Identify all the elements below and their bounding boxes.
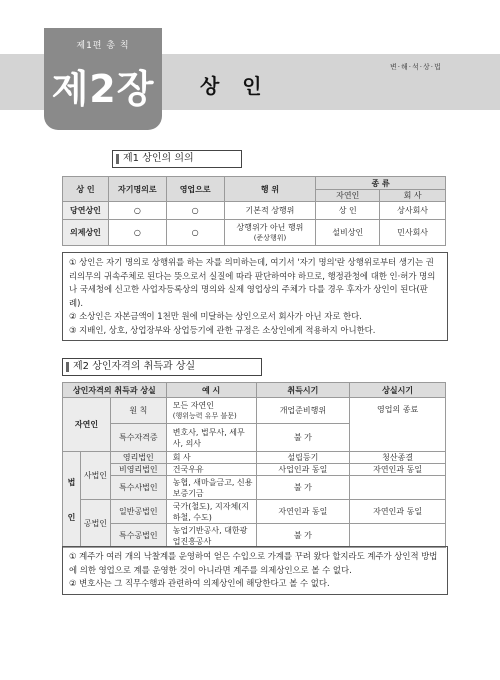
table-row: 의제상인 ○ ○ 상행위가 아닌 행위 (준상행위) 설비상인 민사회사 [63,220,446,246]
table-row: 비영리법인 건국우유 사업인과 동일 자연인과 동일 [63,464,446,476]
part-label: 제1편 총 칙 [76,41,130,51]
note-item: ② 변호사는 그 직무수행과 관련하여 의제상인에 해당한다고 볼 수 없다. [69,578,330,588]
running-header: 변·해·석·상·법 [390,63,442,71]
col-company: 회 사 [380,190,446,202]
merchant-definition-table [62,176,446,246]
table-row: 특수사법인 농협, 새마을금고, 신용보증기금 불 가 [63,476,446,500]
col-for-business: 영업으로 [166,177,224,202]
note-item: ② 소상인은 자본금액이 1천만 원에 미달하는 상인으로서 회사가 아닌 자로 한다. [69,311,362,321]
table-row: 공법인 일반공법인 국가(철도), 지자체(지하철, 수도) 자연인과 동일 자연인과 동일 [63,500,446,524]
section2-notes [62,546,448,595]
col-category: 상인자격의 취득과 상실 [63,383,167,398]
chapter-number: 제2장 [51,67,155,111]
col-merchant: 상 인 [63,177,109,202]
col-act: 행 위 [224,177,316,202]
col-lose: 상실시기 [350,383,446,398]
col-acquire: 취득시기 [256,383,350,398]
col-example: 예 시 [166,383,256,398]
merchant-status-table [62,382,446,548]
section1-title: 제1 상인의 의의 [112,150,242,168]
table-row: 자연인 원 칙 모든 자연인 (행위능력 유무 불문) 개업준비행위 영업의 종료 [63,398,446,424]
col-type: 종 류 [316,177,446,190]
table-row: 특수자격증 변호사, 법무사, 세무사, 의사 불 가 [63,424,446,452]
section2-title: 제2 상인자격의 취득과 상실 [62,358,262,376]
table-row: 법 인 사법인 영리법인 회 사 설립등기 청산종결 [63,452,446,464]
table-row: 당연상인 ○ ○ 기본적 상행위 상 인 상사회사 [63,202,446,220]
col-natural: 자연인 [316,190,380,202]
note-item: ① 상인은 자기 명의로 상행위를 하는 자를 의미하는데, 여기서 '자기 명의'란 상행위로부터 생기는 권리의무의 귀속주체로 된다는 뜻으로서 실질에 따라 판단하여야 하므로, 행정관청에 대한 인·허가 명의나 국세청에 신고한 사업자등록상의 명의와 실제 영업상의 주체가 다를 경우 후자가 상인이 된다(판례). [69,257,436,308]
section1-notes [62,252,448,341]
note-item: ① 계주가 여러 개의 낙찰계를 운영하여 얻은 수입으로 가계를 꾸려 왔다 할지라도 계주가 상인적 방법에 의한 영업으로 계를 운영한 것이 아니라면 계주를 의제상인으로 볼 수 없다. [69,551,438,575]
col-own-name: 자기명의로 [108,177,166,202]
chapter-title: 상 인 [200,74,270,98]
table-row: 특수공법인 농업기반공사, 대한광업진흥공사 불 가 [63,524,446,548]
note-item: ③ 지배인, 상호, 상업장부와 상업등기에 관한 규정은 소상인에게 적용하지 아니한다. [69,324,376,335]
